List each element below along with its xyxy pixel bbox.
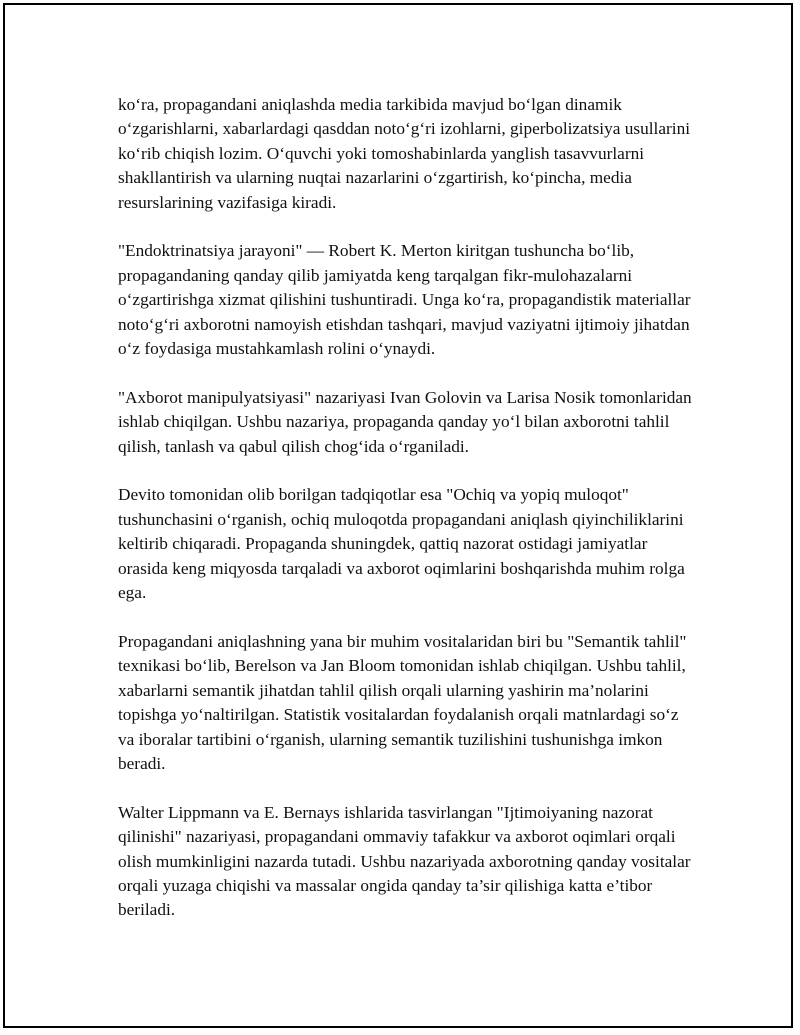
- paragraph-4: Devito tomonidan olib borilgan tadqiqotlar esa "Ochiq va yopiq muloqot" tushunchasini o‘rganish, ochiq muloqotda propagandani aniqlash qiyinchiliklarini keltirib chiqaradi. Propaganda shuningdek, qattiq nazorat ostidagi jamiyatlar orasida keng miqyosda tarqaladi va axborot oqimlarini boshqarishda muhim rolga ega.: [118, 485, 685, 603]
- paragraph-2: "Endoktrinatsiya jarayoni" — Robert K. Merton kiritgan tushuncha bo‘lib, propagandaning qanday qilib jamiyatda keng tarqalgan fikr-mulohazalarni o‘zgartirishga xizmat qilishini tushuntiradi. Unga ko‘ra, propagandistik materiallar noto‘g‘ri axborotni namoyish etishdan tashqari, mavjud vaziyatni ijtimoiy jihatdan o‘z foydasiga mustahkamlash rolini o‘ynaydi.: [118, 241, 691, 359]
- paragraph-6: Walter Lippmann va E. Bernays ishlarida tasvirlangan "Ijtimoiyaning nazorat qilinishi" nazariyasi, propagandani ommaviy tafakkur va axborot oqimlari orqali olish mumkinligini nazarda tutadi. Ushbu nazariyada axborotning qanday vositalar orqali yuzaga chiqishi va massalar ongida qanday ta’sir qilishiga katta e’tibor beriladi.: [118, 802, 691, 920]
- paragraph-5: Propagandani aniqlashning yana bir muhim vositalaridan biri bu "Semantik tahlil" texnikasi bo‘lib, Berelson va Jan Bloom tomonidan ishlab chiqilgan. Ushbu tahlil, xabarlarni semantik jihatdan tahlil qilish orqali ularning yashirin ma’nolarini topishga yo‘naltirilgan. Statistik vositalardan foydalanish orqali matnlardagi so‘z va iboralar tartibini o‘rganish, ularning semantik tuzilishini tushunishga imkon beradi.: [118, 631, 687, 773]
- paragraph-1: ko‘ra, propagandani aniqlashda media tarkibida mavjud bo‘lgan dinamik o‘zgarishlarni, xabarlardagi qasddan noto‘g‘ri izohlarni, giperbolizatsiya usullarini ko‘rib chiqish lozim. O‘quvchi yoki tomoshabinlarda yanglish tasavvurlarni shakllantirish va ularning nuqtai nazarlarini o‘zgartirish, ko‘pincha, media resurslarining vazifasiga kiradi.: [118, 95, 691, 212]
- paragraph-3: "Axborot manipulyatsiyasi" nazariyasi Ivan Golovin va Larisa Nosik tomonlaridan ishlab chiqilgan. Ushbu nazariya, propaganda qanday yo‘l bilan axborotni tahlil qilish, tanlash va qabul qilish chog‘ida o‘rganiladi.: [118, 387, 692, 456]
- document-body: [118, 93, 698, 947]
